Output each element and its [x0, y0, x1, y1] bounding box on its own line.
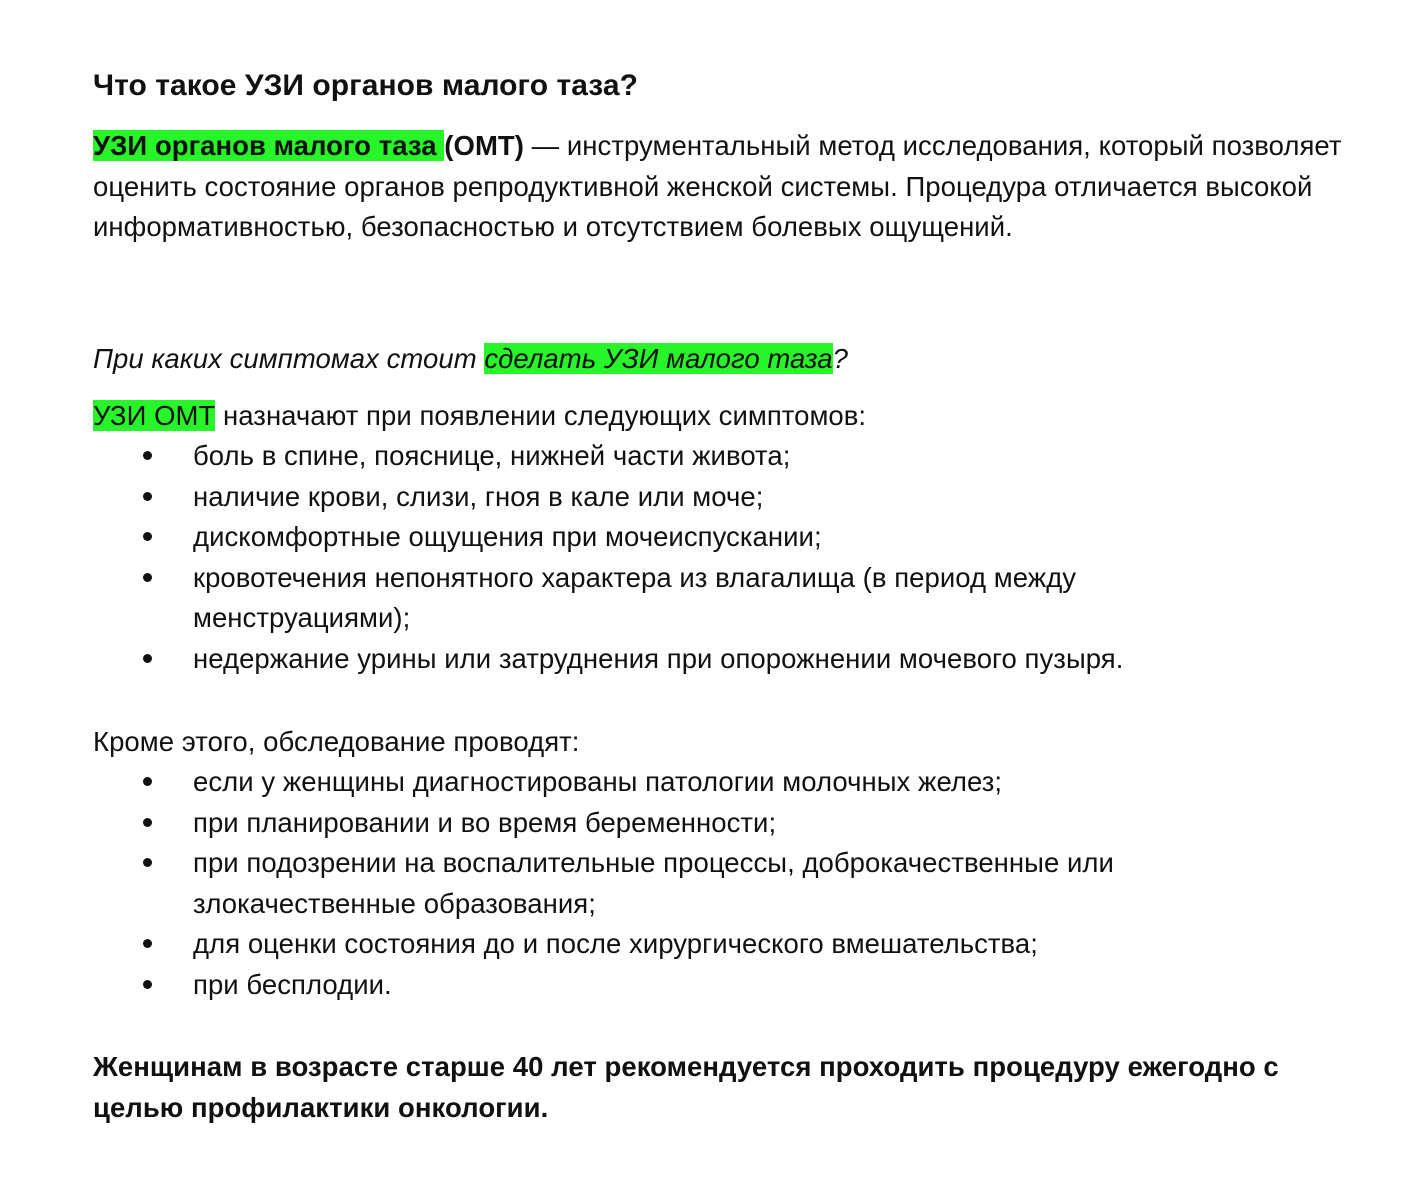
symptoms-question-after: ?	[832, 343, 848, 374]
list-item-text: недержание урины или затруднения при опорожнении мочевого пузыря.	[193, 642, 1124, 674]
list-item-text: при планировании и во время беременности;	[193, 806, 777, 838]
symptoms-lead-text: назначают при появлении следующих симптомов:	[215, 400, 867, 431]
intro-term-highlight: УЗИ органов малого таза	[93, 130, 445, 161]
list-item	[93, 965, 1293, 1006]
list-item-text: наличие крови, слизи, гноя в кале или моче;	[193, 480, 764, 512]
symptoms-lead	[93, 396, 1373, 437]
symptoms-question	[93, 339, 1373, 380]
symptoms-list	[93, 436, 1373, 679]
bullet-icon	[143, 492, 152, 501]
intro-paragraph	[93, 126, 1373, 248]
symptoms-lead-highlight: УЗИ ОМТ	[93, 400, 216, 431]
bullet-icon	[143, 818, 152, 827]
list-item	[93, 517, 1293, 558]
symptoms-question-highlight: сделать УЗИ малого таза	[484, 343, 833, 374]
list-item-text: при бесплодии.	[193, 968, 392, 1000]
bullet-icon	[143, 858, 152, 867]
list-item	[93, 843, 1293, 924]
recommendation-paragraph: Женщинам в возрасте старше 40 лет рекомендуется проходить процедуру ежегодно с целью профилактики онкологии.	[93, 1051, 1279, 1123]
list-item-text: для оценки состояния до и после хирургического вмешательства;	[193, 928, 1038, 959]
bullet-icon	[143, 573, 152, 582]
list-item	[93, 477, 1293, 518]
also-lead: Кроме этого, обследование проводят:	[93, 726, 580, 757]
list-item-text: если у женщины диагностированы патологии молочных желез;	[193, 766, 1003, 797]
bullet-icon	[143, 451, 152, 460]
bullet-icon	[143, 939, 152, 948]
list-item	[93, 803, 1293, 844]
symptoms-question-before: При каких симптомах стоит	[93, 343, 485, 374]
list-item-text: боль в спине, пояснице, нижней части живота;	[193, 440, 791, 471]
list-item-text: дискомфортные ощущения при мочеиспускании;	[193, 521, 822, 552]
intro-text: — инструментальный метод исследования, который позволяет оценить состояние органов репродуктивной женской системы. Процедура отличается высокой информативностью, безопасностью и отсутствием болевых ощущений.	[93, 130, 1342, 242]
list-item	[93, 639, 1293, 680]
list-item	[93, 762, 1293, 803]
list-item	[93, 558, 1293, 639]
intro-term-abbr: (ОМТ)	[444, 130, 524, 161]
bullet-icon	[143, 980, 152, 989]
bullet-icon	[143, 532, 152, 541]
also-list	[93, 762, 1373, 1005]
bullet-icon	[143, 777, 152, 786]
list-item-text: кровотечения непонятного характера из влагалища (в период между менструациями);	[193, 561, 1077, 633]
list-item	[93, 924, 1293, 965]
list-item	[93, 436, 1293, 477]
bullet-icon	[143, 654, 152, 663]
page-title: Что такое УЗИ органов малого таза?	[93, 69, 638, 102]
list-item-text: при подозрении на воспалительные процессы, доброкачественные или злокачественные образования;	[193, 847, 1114, 919]
